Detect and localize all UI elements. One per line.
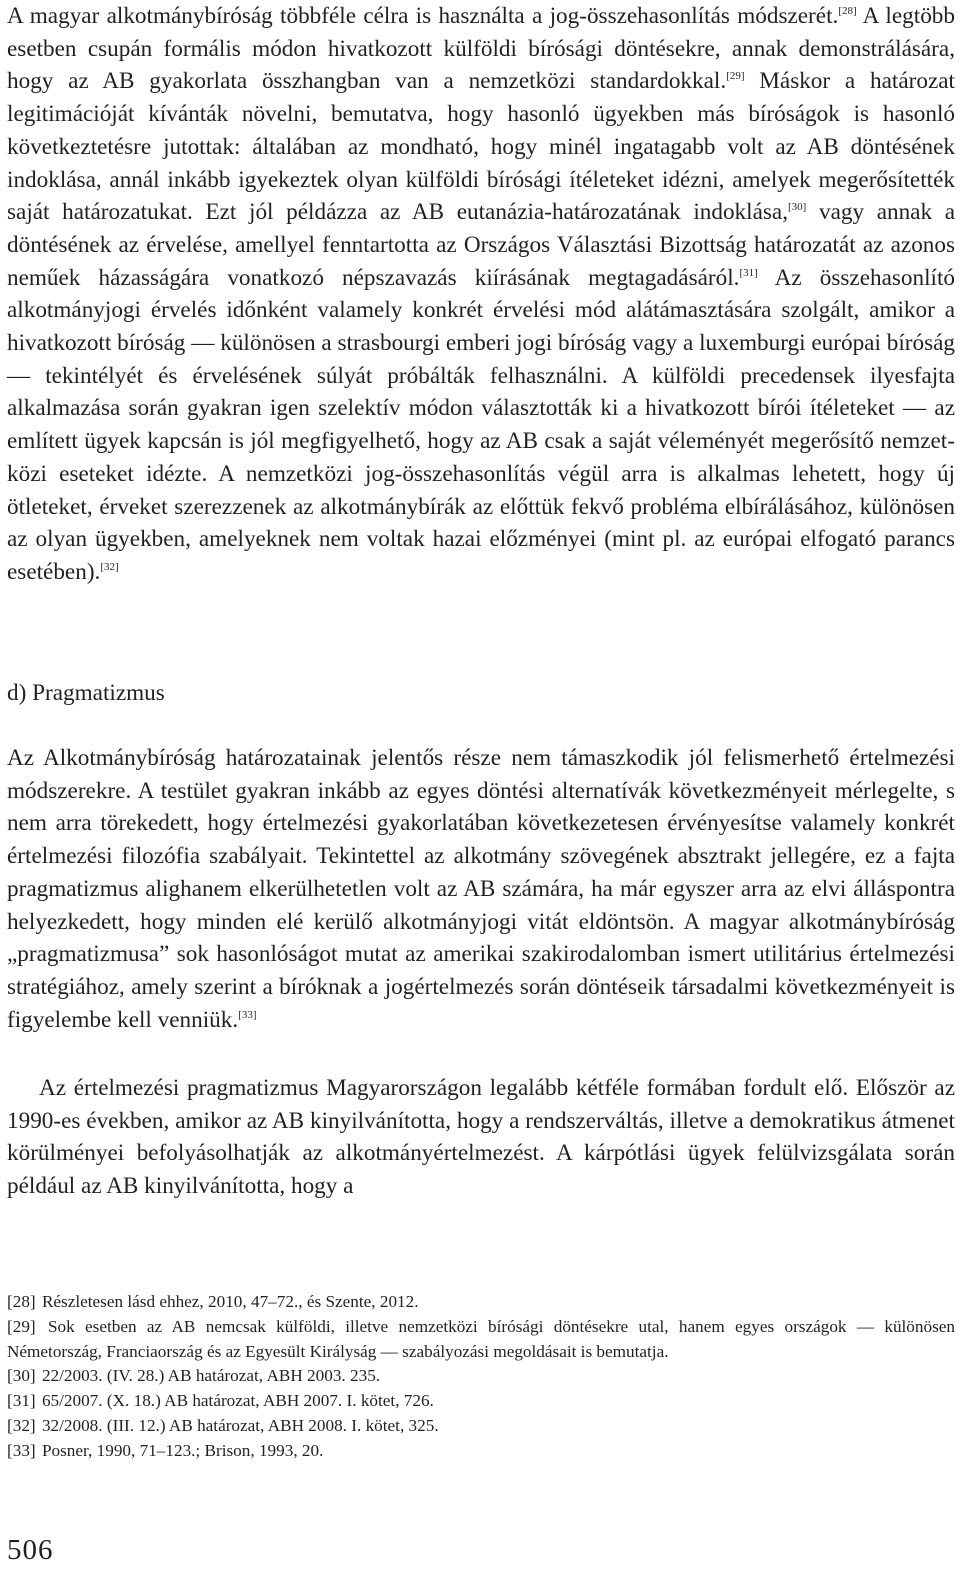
body-paragraph-pragmatism [7,742,955,1036]
paragraph-text: vagy annak a döntésének az érvelése, amellyel fenntartotta az Országos Választási Bizottság határozatát az azonos neműek házasságára vonatkozó népszavazás kiírásának megtagadásáról. [7,199,956,291]
footnote-number: [28] [7,1292,36,1311]
footnote-number: [30] [7,1366,36,1386]
footnote-number: [32] [7,1415,36,1435]
footnote-text: 32/2008. (III. 12.) AB határozat, ABH 2008. I. kötet, 325. [41,1415,439,1435]
paragraph-text: A magyar alkotmánybíróság többféle célra is használta a jog-összehasonlítás módszerét. [7,3,839,29]
footnote-text: 22/2003. (IV. 28.) AB határozat, ABH 2003. 235. [41,1366,381,1386]
footnote-reference[interactable]: [31] [739,266,758,279]
footnote-number: [31] [7,1391,36,1411]
footnote-text: Részletesen lásd ehhez, 2010, 47–72., és Szente, 2012. [41,1292,419,1311]
page-number: 506 [7,1534,54,1566]
footnote [7,1389,955,1414]
footnote-reference[interactable]: [33] [238,1008,257,1021]
footnote-reference[interactable]: [30] [788,201,807,214]
paragraph-text: Az összehasonlító alkotmányjogi érvelés időnként valamely konkrét érvelési mód alátámasztására szolgált, amikor a hivatkozott bíróság — különösen a strasbourgi emberi jogi bíróság vagy a luxemburgi európai bíróság — tekintélyét és érvelésének súlyát próbálták felhasználni. A külföldi precedensek ilyesfajta alkalmazása során gyakran igen szelektív módon választották ki a hivatkozott bírói ítéleteket — az említett ügyek kapcsán is jól megfigyelhető, hogy az AB csak a saját véleményét megerősítő nemzetközi eseteket idézte. A nemzetközi jog-összehasonlítás végül arra is alkalmas lehetett, hogy új ötleteket, érveket szerezzenek az alkotmánybírák az előttük fekvő probléma elbírálásához, különösen az olyan ügyekben, amelyeknek nem voltak hazai előzményei (mint pl. az európai elfogató parancs esetében). [7,264,955,585]
section-heading: d) Pragmatizmus [7,680,165,706]
footnote [7,1414,955,1439]
paragraph-text: Az értelmezési pragmatizmus Magyarországon legalább kétféle formában fordult elő. Először az 1990-es években, amikor az AB kinyilvánította, hogy a rendszerváltás, illetve a demokratikus átmenet körülményei befolyásolhatják az alkotmányértelmezést. A kárpótlási ügyek felülvizsgálata során például az AB kinyilvánította, hogy a [7,1075,955,1200]
paragraph-text: Máskor a határozat legitimációját kívánták növelni, bemutatva, hogy hasonló ügyekben más bíróságok is hasonló következtetésre jutottak: általában az mondható, hogy minél ingatagabb volt az AB döntésének indoklása, annál inkább igyekeztek olyan külföldi bírósági ítéleteket idézni, amelyek megerősítették saját határozatukat. Ezt jól példázza az AB eutanázia-határozatának indoklása, [7,68,955,226]
paragraph-text: Az Alkotmánybíróság határozatainak jelentős része nem támaszkodik jól felismerhető értelmezési módszerekre. A testület gyakran inkább az egyes döntési alternatívák következményeit mérlegelte, s nem arra törekedett, hogy értelmezési gyakorlatában következetesen érvényesítse valamely konkrét értelmezési filozófia szabályait. Tekintettel az alkotmány szövegének absztrakt jellegére, ez a fajta pragmatizmus alighanem elkerülhetetlen volt az AB számára, ha már egyszer arra az elvi álláspontra helyezkedett, hogy minden elé kerülő alkotmányjogi vitát eldöntsön. A magyar alkotmánybíróság „pragmatizmusa” sok hasonlóságot mutat az amerikai szakirodalomban ismert utilitárius értelmezési stratégiához, amely szerint a bíróknak a jogértelmezés során döntéseik társadalmi következményeit is figyelembe kell venniük. [7,745,955,1033]
footnote [7,1364,955,1389]
footnote-reference[interactable]: [29] [726,70,745,83]
footnote [7,1439,955,1464]
footnote [7,1290,955,1315]
body-paragraph-interpretive-pragmatism [7,1072,955,1203]
footnote-text: Sok esetben az AB nemcsak külföldi, illetve nemzetközi bírósági döntésekre utal, hanem egyes országok — különösen Németország, Franciaország és az Egyesült Királyság — szabályozási megoldásait is bemutatja. [7,1316,956,1361]
footnote-reference[interactable]: [32] [100,560,119,573]
footnote [7,1315,955,1365]
footnote-number: [29] [7,1316,36,1336]
paragraph-text: A legtöbb esetben csupán formális módon hivatkozott külföldi bírósági döntésekre, annak demonstrálására, hogy az AB gyakorlata összhangban van a nemzetközi standardokkal. [7,3,955,95]
footnote-reference[interactable]: [28] [838,5,857,17]
body-paragraph-comparative-law [7,0,955,589]
footnotes-section [7,1290,955,1464]
footnote-text: Posner, 1990, 71–123.; Brison, 1993, 20. [41,1440,324,1460]
footnote-text: 65/2007. (X. 18.) AB határozat, ABH 2007. I. kötet, 726. [41,1391,434,1411]
footnote-number: [33] [7,1440,36,1460]
